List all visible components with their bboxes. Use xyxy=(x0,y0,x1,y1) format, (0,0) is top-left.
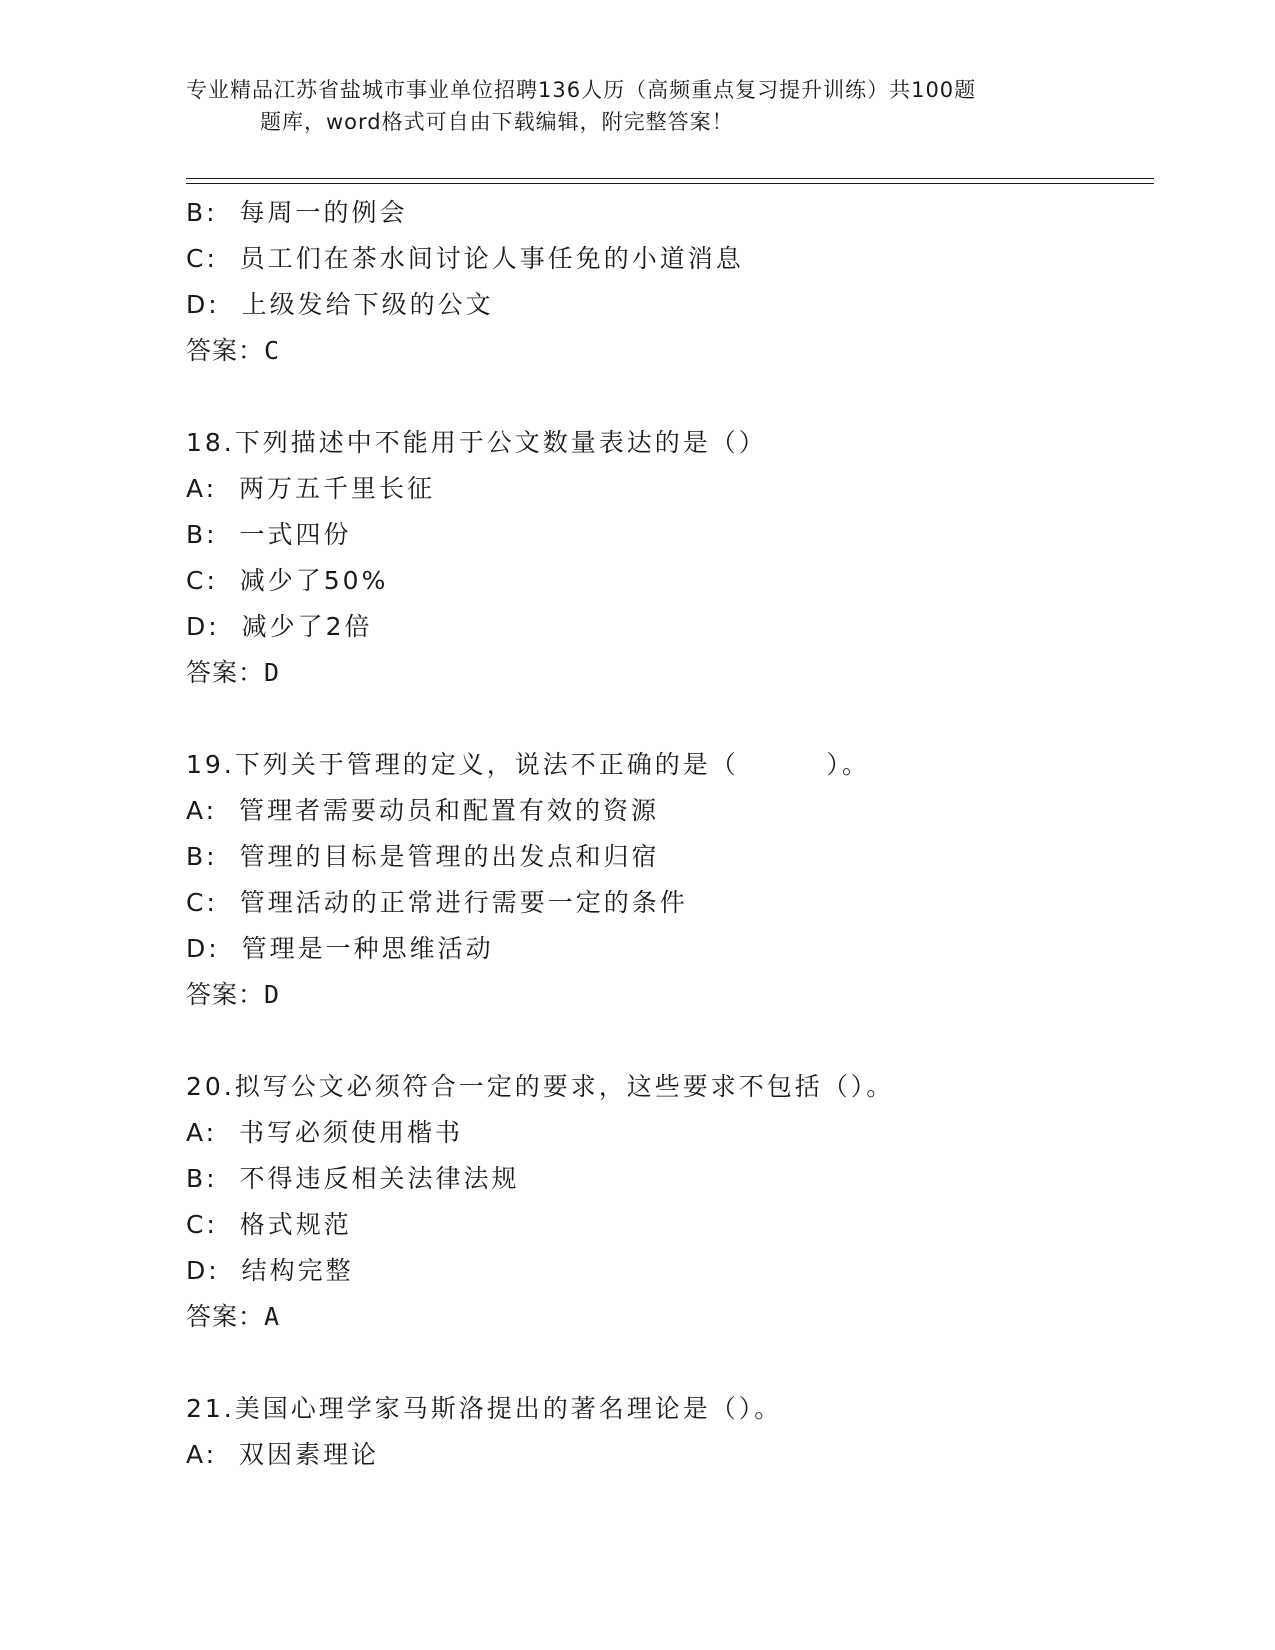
answer-line xyxy=(186,1294,1146,1340)
question-21 xyxy=(186,1386,1146,1478)
option-d: D: 上级发给下级的公文 xyxy=(186,290,494,319)
option-c: C: 管理活动的正常进行需要一定的条件 xyxy=(186,888,688,917)
question-stem: 18.下列描述中不能用于公文数量表达的是（） xyxy=(186,428,767,457)
answer-value: D xyxy=(264,980,281,1009)
option-a: A: 管理者需要动员和配置有效的资源 xyxy=(186,796,659,825)
answer-label: 答案： xyxy=(186,658,265,687)
option-c: C: 减少了50% xyxy=(186,566,389,595)
title-line-2: 题库，word格式可自由下载编辑，附完整答案！ xyxy=(260,110,734,134)
option-a: A: 书写必须使用楷书 xyxy=(186,1118,463,1147)
question-19 xyxy=(186,742,1146,1018)
option-b: B: 管理的目标是管理的出发点和归宿 xyxy=(186,842,660,871)
header-divider-top xyxy=(186,178,1154,179)
question-20 xyxy=(186,1064,1146,1340)
answer-value: D xyxy=(264,658,281,687)
header-divider-bottom xyxy=(186,183,1154,184)
answer-label: 答案： xyxy=(186,1302,265,1331)
answer-label: 答案： xyxy=(186,980,265,1009)
option-d: D: 结构完整 xyxy=(186,1256,354,1285)
document-title xyxy=(186,74,1106,138)
option-d: D: 管理是一种思维活动 xyxy=(186,934,494,963)
answer-label: 答案： xyxy=(186,336,265,365)
option-c: C: 员工们在茶水间讨论人事任免的小道消息 xyxy=(186,244,744,273)
answer-value: A xyxy=(264,1302,281,1331)
question-stem: 20.拟写公文必须符合一定的要求，这些要求不包括（）。 xyxy=(186,1072,895,1101)
question-stem: 19.下列关于管理的定义，说法不正确的是（ ）。 xyxy=(186,750,870,779)
question-stem: 21.美国心理学家马斯洛提出的著名理论是（）。 xyxy=(186,1394,783,1423)
answer-value: C xyxy=(264,336,281,365)
option-a: A: 双因素理论 xyxy=(186,1440,379,1469)
option-b: B: 一式四份 xyxy=(186,520,352,549)
answer-line xyxy=(186,650,1146,696)
question-17-continued xyxy=(186,190,1146,374)
option-b: B: 每周一的例会 xyxy=(186,198,408,227)
option-a: A: 两万五千里长征 xyxy=(186,474,435,503)
option-c: C: 格式规范 xyxy=(186,1210,352,1239)
option-b: B: 不得违反相关法律法规 xyxy=(186,1164,520,1193)
answer-line xyxy=(186,972,1146,1018)
question-list xyxy=(186,190,1146,1478)
title-line-1: 专业精品江苏省盐城市事业单位招聘136人历（高频重点复习提升训练）共100题 xyxy=(186,78,977,102)
question-18 xyxy=(186,420,1146,696)
option-d: D: 减少了2倍 xyxy=(186,612,373,641)
answer-line xyxy=(186,328,1146,374)
